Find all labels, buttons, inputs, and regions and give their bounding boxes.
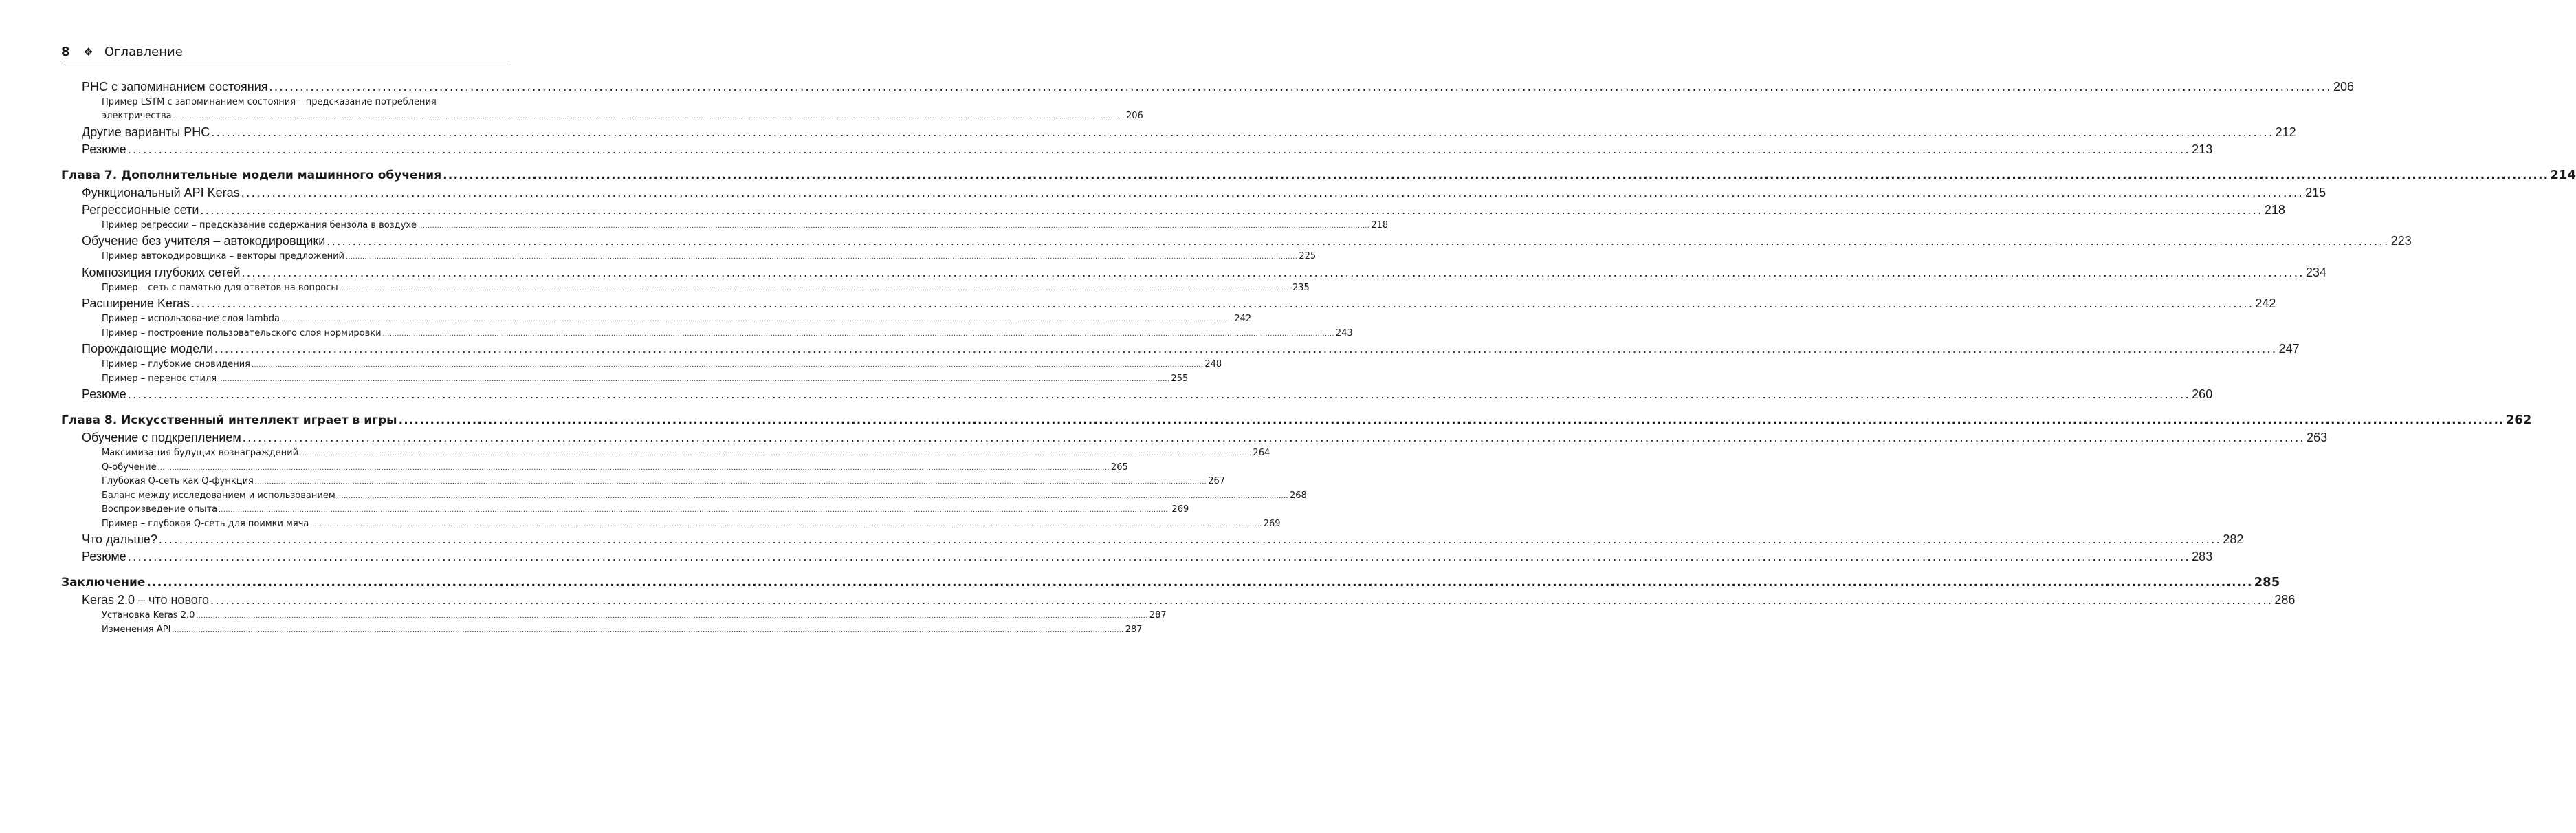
toc-page-number: 260 [2192, 387, 2213, 401]
toc-entry-title: Пример – построение пользовательского слоя нормировки [102, 327, 382, 338]
toc-subsection-entry[interactable] [61, 623, 1143, 638]
section-gap [61, 158, 508, 166]
toc-subsection-entry[interactable] [61, 489, 1307, 504]
ornament-icon: ❖ [83, 45, 93, 58]
dot-leader: ................................................................................................................................................................................................................................................................................................................................................................................................................ [157, 464, 1110, 472]
toc-page-number: 225 [1299, 251, 1317, 261]
toc-page-number: 248 [1204, 359, 1222, 369]
toc-section-entry[interactable] [61, 78, 2354, 96]
toc-page-number: 283 [2192, 550, 2213, 563]
toc-entry-title: Пример – сеть с памятью для ответов на вопросы [102, 282, 338, 293]
toc-page-number: 263 [2307, 431, 2328, 444]
toc-entry-title: Пример – глубокая Q-сеть для поимки мяча [102, 518, 309, 529]
toc-subsection-entry[interactable] [61, 250, 1317, 264]
dot-leader: ................................................................................................................................................................................................................................................................................................................................................................................................................ [269, 80, 2332, 94]
toc-section-entry[interactable] [61, 124, 2296, 141]
page-number: 8 [61, 44, 70, 59]
dot-leader: ................................................................................................................................................................................................................................................................................................................................................................................................................ [219, 507, 1171, 514]
toc-entry-title: Порождающие модели [82, 342, 214, 356]
toc-entry-title: Пример – использование слоя lambda [102, 314, 280, 324]
toc-page-number: 267 [1208, 476, 1226, 486]
dot-leader: ................................................................................................................................................................................................................................................................................................................................................................................................................ [158, 532, 2222, 546]
toc-subsection-entry[interactable] [61, 358, 1222, 372]
dot-leader: ................................................................................................................................................................................................................................................................................................................................................................................................................ [146, 576, 2253, 589]
toc-entry-title: РНС с запоминанием состояния [82, 80, 268, 94]
toc-page-number: 285 [2254, 575, 2280, 589]
toc-page-number: 286 [2274, 593, 2296, 607]
toc-entry-title: Воспроизведение опыта [102, 504, 218, 515]
toc-section-entry[interactable] [61, 295, 2276, 312]
dot-leader: ................................................................................................................................................................................................................................................................................................................................................................................................................ [443, 168, 2549, 182]
dot-leader: ................................................................................................................................................................................................................................................................................................................................................................................................................ [382, 330, 1334, 338]
dot-leader: ................................................................................................................................................................................................................................................................................................................................................................................................................ [398, 413, 2505, 427]
toc-section-entry[interactable] [61, 264, 2326, 281]
dot-leader: ................................................................................................................................................................................................................................................................................................................................................................................................................ [173, 113, 1125, 120]
running-title: Оглавление [104, 44, 183, 59]
toc-page-number: 212 [2275, 125, 2296, 139]
toc-entry-title: Q-обучение [102, 462, 157, 473]
toc-entry-title: Глава 8. Искусственный интеллект играет в игры [61, 413, 397, 427]
toc-entry-title: Расширение Keras [82, 296, 190, 310]
toc-page-number: 265 [1110, 462, 1128, 473]
dot-leader: ................................................................................................................................................................................................................................................................................................................................................................................................................ [327, 234, 2390, 248]
toc-subsection-entry[interactable] [61, 517, 1281, 532]
toc-page-number: 262 [2505, 413, 2532, 427]
toc-subsection-entry[interactable] [61, 475, 1226, 489]
toc-entry-title: Регрессионные сети [82, 202, 199, 217]
toc-chapter-entry[interactable] [61, 574, 2280, 592]
dot-leader: ................................................................................................................................................................................................................................................................................................................................................................................................................ [418, 222, 1370, 230]
toc-entry-title: Пример – глубокие сновидения [102, 359, 250, 369]
toc-page-number: 264 [1253, 448, 1270, 458]
toc-page-number: 206 [1125, 111, 1143, 121]
toc-entry-title: Баланс между исследованием и использованием [102, 490, 335, 501]
dot-leader: ................................................................................................................................................................................................................................................................................................................................................................................................................ [127, 387, 2191, 401]
toc-subsection-entry[interactable] [61, 312, 1252, 327]
dot-leader: ................................................................................................................................................................................................................................................................................................................................................................................................................ [214, 342, 2278, 356]
dot-leader: ................................................................................................................................................................................................................................................................................................................................................................................................................ [300, 451, 1252, 457]
toc-section-entry[interactable] [61, 202, 2285, 219]
toc-subsection-entry[interactable] [61, 609, 1167, 623]
toc-entry-title: Keras 2.0 – что нового [82, 593, 209, 607]
toc-subsection-entry[interactable] [61, 503, 1189, 517]
toc-page-number: 218 [2264, 202, 2285, 217]
toc-page-number: 287 [1149, 610, 1167, 620]
toc-entry-title: Заключение [61, 576, 146, 589]
toc-section-entry[interactable] [61, 340, 2300, 358]
toc-chapter-entry[interactable] [61, 166, 2576, 184]
toc-page-number: 234 [2305, 265, 2326, 279]
toc-subsection-entry[interactable] [61, 461, 1128, 475]
running-header [61, 41, 508, 62]
toc-page-number: 268 [1289, 490, 1307, 501]
toc-subsection-entry[interactable] [61, 281, 1310, 296]
toc-page-number: 206 [2333, 80, 2354, 94]
toc-subsection-entry[interactable] [61, 109, 1143, 124]
toc-entry-title: Резюме [82, 387, 126, 401]
dot-leader: ................................................................................................................................................................................................................................................................................................................................................................................................................ [280, 316, 1233, 323]
toc-page-number: 214 [2550, 167, 2576, 182]
dot-leader: ................................................................................................................................................................................................................................................................................................................................................................................................................ [190, 296, 2254, 310]
dot-leader: ................................................................................................................................................................................................................................................................................................................................................................................................................ [310, 521, 1262, 528]
table-of-contents [61, 78, 2576, 637]
toc-section-entry[interactable] [61, 592, 2296, 609]
toc-page-number: 282 [2223, 532, 2244, 546]
toc-entry-title: Композиция глубоких сетей [82, 265, 241, 279]
toc-section-entry[interactable] [61, 141, 2213, 158]
toc-page-number: 269 [1171, 504, 1189, 515]
toc-entry-title: Что дальше? [82, 532, 157, 546]
toc-entry-title: Резюме [82, 550, 126, 563]
dot-leader: ................................................................................................................................................................................................................................................................................................................................................................................................................ [172, 627, 1124, 634]
toc-entry-title: Другие варианты РНС [82, 125, 210, 139]
toc-page-number: 213 [2192, 142, 2213, 156]
toc-entry-title[interactable]: Пример LSTM с запоминанием состояния – предсказание потребления [102, 97, 437, 107]
toc-page-number: 218 [1371, 219, 1389, 230]
toc-section-entry[interactable] [61, 386, 2213, 403]
toc-entry-title: Установка Keras 2.0 [102, 610, 195, 620]
toc-page-number: 242 [2255, 296, 2276, 310]
toc-section-entry[interactable] [61, 429, 2328, 446]
section-gap [61, 403, 508, 411]
dot-leader: ................................................................................................................................................................................................................................................................................................................................................................................................................ [254, 479, 1207, 486]
toc-entry-title: Резюме [82, 142, 126, 156]
toc-subsection-entry[interactable] [61, 372, 1189, 387]
toc-page-number: 269 [1263, 518, 1281, 529]
toc-entry-title: Максимизация будущих вознаграждений [102, 448, 299, 458]
dot-leader: ................................................................................................................................................................................................................................................................................................................................................................................................................ [127, 142, 2191, 156]
toc-section-entry[interactable] [61, 531, 2244, 548]
dot-leader: ................................................................................................................................................................................................................................................................................................................................................................................................................ [346, 254, 1298, 261]
toc-chapter-entry[interactable] [61, 411, 2532, 429]
toc-subsection-entry[interactable] [61, 327, 1353, 341]
toc-page-number: 215 [2305, 185, 2326, 199]
toc-subsection-entry[interactable] [61, 446, 1270, 461]
dot-leader: ................................................................................................................................................................................................................................................................................................................................................................................................................ [241, 185, 2304, 199]
section-gap [61, 565, 508, 574]
toc-entry-title: Пример регрессии – предсказание содержания бензола в воздухе [102, 219, 417, 230]
dot-leader: ................................................................................................................................................................................................................................................................................................................................................................................................................ [218, 376, 1170, 383]
toc-entry-title: Глубокая Q-сеть как Q-функция [102, 476, 254, 486]
toc-page-number: 247 [2278, 342, 2300, 356]
dot-leader: ................................................................................................................................................................................................................................................................................................................................................................................................................ [241, 265, 2304, 279]
dot-leader: ................................................................................................................................................................................................................................................................................................................................................................................................................ [242, 431, 2306, 444]
toc-page-number: 287 [1125, 624, 1143, 635]
toc-section-entry[interactable] [61, 548, 2213, 565]
dot-leader: ................................................................................................................................................................................................................................................................................................................................................................................................................ [127, 550, 2191, 563]
toc-section-entry[interactable] [61, 232, 2412, 250]
dot-leader: ................................................................................................................................................................................................................................................................................................................................................................................................................ [210, 593, 2274, 607]
toc-entry-title: Обучение без учителя – автокодировщики [82, 234, 326, 248]
toc-entry-title: Изменения API [102, 624, 171, 635]
toc-subsection-entry[interactable] [61, 219, 1389, 233]
dot-leader: ................................................................................................................................................................................................................................................................................................................................................................................................................ [339, 285, 1291, 292]
toc-page-number: 223 [2390, 234, 2412, 248]
toc-page-number: 243 [1335, 327, 1353, 338]
toc-section-entry[interactable] [61, 184, 2326, 202]
toc-page-number: 255 [1171, 373, 1189, 384]
dot-leader: ................................................................................................................................................................................................................................................................................................................................................................................................................ [211, 125, 2274, 139]
toc-entry-title: Пример – перенос стиля [102, 373, 217, 384]
toc-page-number: 242 [1234, 314, 1252, 324]
dot-leader: ................................................................................................................................................................................................................................................................................................................................................................................................................ [252, 362, 1204, 369]
toc-entry-title: Функциональный API Keras [82, 185, 240, 199]
dot-leader: ................................................................................................................................................................................................................................................................................................................................................................................................................ [196, 613, 1148, 620]
toc-page-number: 235 [1292, 282, 1310, 293]
toc-entry-title: Пример автокодировщика – векторы предложений [102, 251, 344, 261]
dot-leader: ................................................................................................................................................................................................................................................................................................................................................................................................................ [200, 202, 2263, 217]
dot-leader: ................................................................................................................................................................................................................................................................................................................................................................................................................ [336, 493, 1288, 500]
toc-entry-title: Глава 7. Дополнительные модели машинного обучения [61, 168, 442, 182]
toc-entry-title: электричества [102, 111, 172, 121]
toc-entry-title: Обучение с подкреплением [82, 431, 241, 444]
